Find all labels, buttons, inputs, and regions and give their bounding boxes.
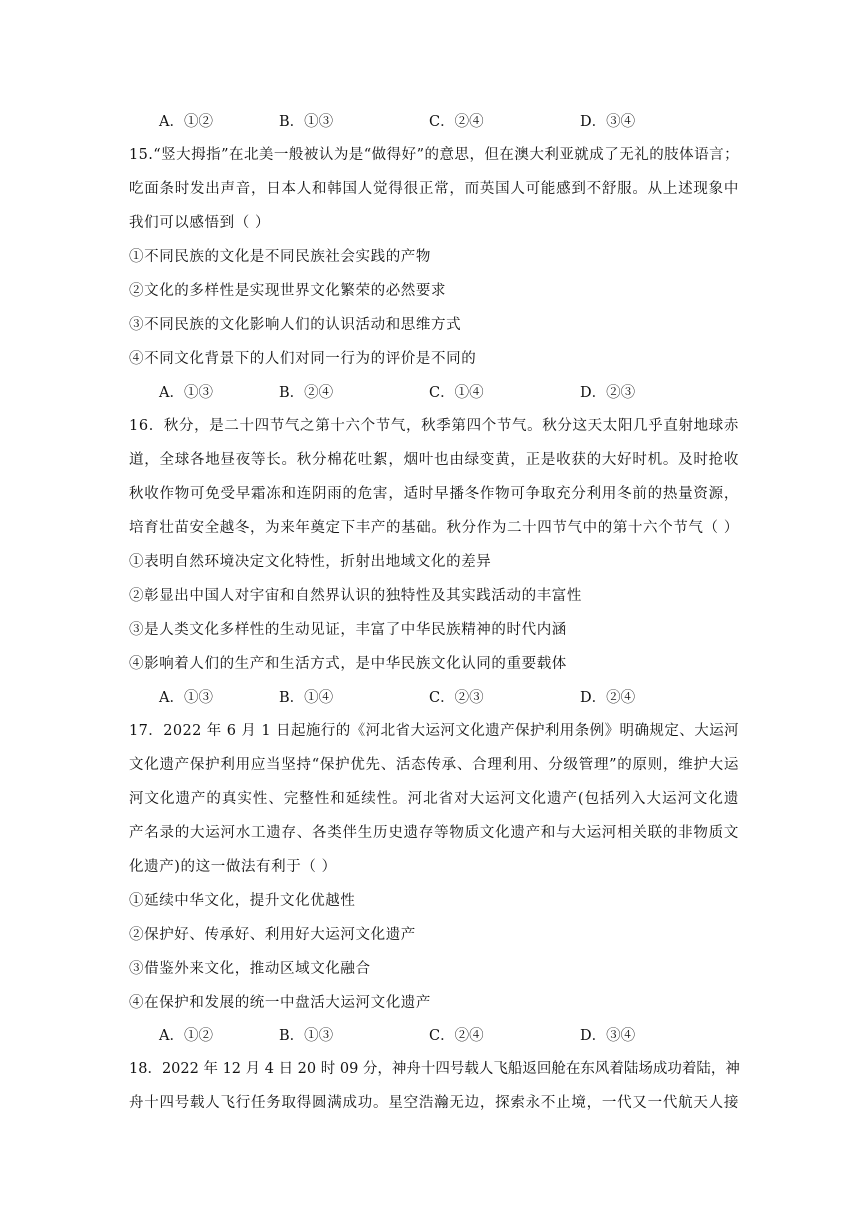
q17-stem-line: 产名录的大运河水工遗存、各类伴生历史遗存等物质文化遗产和与大运河相关联的非物质文 [129, 825, 739, 841]
q17-statement-3: ③借鉴外来文化，推动区域文化融合 [129, 961, 371, 977]
q16-stem-line: 培育壮苗安全越冬，为来年奠定下丰产的基础。秋分作为二十四节气中的第十六个节气（ ） [129, 520, 739, 536]
q17-statement-1: ①延续中华文化，提升文化优越性 [129, 893, 356, 909]
q15-option-b: B．②④ [279, 385, 334, 401]
q15-stem-line: 我们可以感悟到（ ） [129, 215, 271, 231]
q16-stem-line: 秋收作物可免受早霜冻和连阴雨的危害，适时早播冬作物可争取充分利用冬前的热量资源， [129, 486, 739, 502]
q16-stem-line: 道，全球各地昼夜等长。秋分棉花吐絮，烟叶也由绿变黄，正是收获的大好时机。及时抢收 [129, 452, 739, 468]
q15-option-c: C．①④ [429, 385, 484, 401]
q17-stem-line: 化遗产)的这一做法有利于（ ） [129, 859, 337, 875]
q15-stem-line: 吃面条时发出声音，日本人和韩国人觉得很正常，而英国人可能感到不舒服。从上述现象中 [129, 181, 739, 197]
q15-statement-3: ③不同民族的文化影响人们的认识活动和思维方式 [129, 317, 462, 333]
q17-options [129, 1026, 739, 1046]
q17-option-d: D．③④ [580, 1028, 636, 1044]
q15-statement-2: ②文化的多样性是实现世界文化繁荣的必然要求 [129, 283, 447, 299]
q18-stem-line: 舟十四号载人飞行任务取得圆满成功。星空浩瀚无边，探索永不止境，一代又一代航天人接 [129, 1095, 739, 1111]
q16-statement-2: ②彰显出中国人对宇宙和自然界认识的独特性及其实践活动的丰富性 [129, 588, 582, 604]
q14-options [129, 112, 739, 132]
q17-option-c: C．②④ [429, 1028, 484, 1044]
q17-stem-line: 文化遗产保护利用应当坚持“保护优先、活态传承、合理利用、分级管理”的原则，维护大运 [129, 757, 739, 773]
q17-statement-4: ④在保护和发展的统一中盘活大运河文化遗产 [129, 995, 431, 1011]
q16-option-b: B．①④ [279, 690, 334, 706]
q15-option-d: D．②③ [580, 385, 636, 401]
q17-stem-line: 河文化遗产的真实性、完整性和延续性。河北省对大运河文化遗产(包括列入大运河文化遗 [129, 791, 739, 807]
q15-options [129, 383, 739, 403]
q16-option-a: A．①③ [159, 690, 213, 706]
q17-stem-line: 17．2022 年 6 月 1 日起施行的《河北省大运河文化遗产保护利用条例》明确规定、大运河 [129, 723, 739, 739]
q16-stem-line: 16．秋分，是二十四节气之第十六个节气，秋季第四个节气。秋分这天太阳几乎直射地球赤 [129, 418, 739, 434]
q16-options [129, 688, 739, 708]
q16-option-d: D．②④ [580, 690, 636, 706]
q15-stem-line: 15.“竖大拇指”在北美一般被认为是“做得好”的意思，但在澳大利亚就成了无礼的肢体语言； [129, 147, 739, 163]
q14-option-c: C．②④ [429, 114, 484, 130]
q15-option-a: A．①③ [159, 385, 213, 401]
q15-statement-4: ④不同文化背景下的人们对同一行为的评价是不同的 [129, 351, 477, 367]
q14-option-d: D．③④ [580, 114, 636, 130]
q15-statement-1: ①不同民族的文化是不同民族社会实践的产物 [129, 249, 431, 265]
q17-option-b: B．①③ [279, 1028, 334, 1044]
q16-statement-3: ③是人类文化多样性的生动见证，丰富了中华民族精神的时代内涵 [129, 622, 567, 638]
q18-stem-line: 18．2022 年 12 月 4 日 20 时 09 分，神舟十四号载人飞船返回舱在东风着陆场成功着陆，神 [129, 1061, 740, 1077]
q17-option-a: A．①② [159, 1028, 213, 1044]
q14-option-b: B．①③ [279, 114, 334, 130]
q17-statement-2: ②保护好、传承好、利用好大运河文化遗产 [129, 927, 416, 943]
q16-statement-4: ④影响着人们的生产和生活方式，是中华民族文化认同的重要载体 [129, 656, 567, 672]
q16-statement-1: ①表明自然环境决定文化特性，折射出地域文化的差异 [129, 554, 492, 570]
q14-option-a: A．①② [159, 114, 213, 130]
q16-option-c: C．②③ [429, 690, 484, 706]
